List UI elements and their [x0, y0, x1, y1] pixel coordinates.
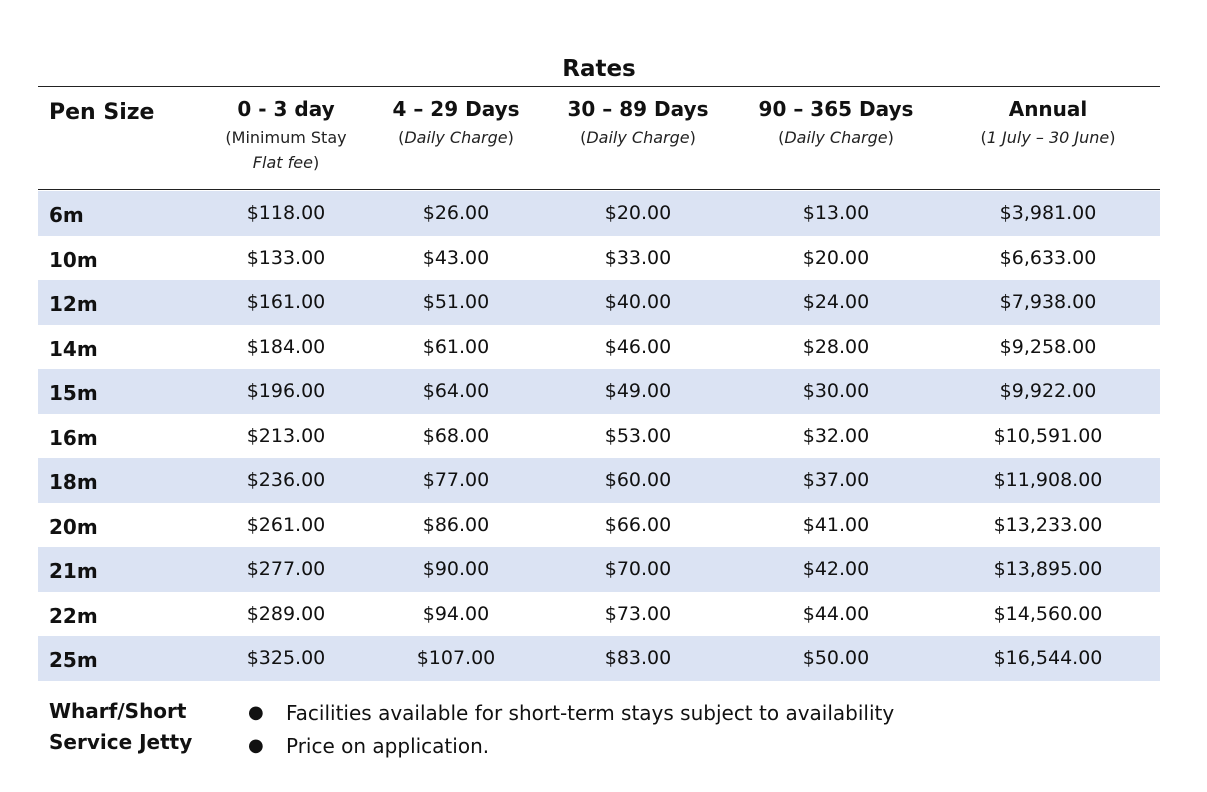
table-row [38, 414, 1160, 459]
pen-size-cell: 15m [49, 381, 98, 405]
rate-cell: $40.00 [604, 291, 672, 313]
rate-cell: $9,922.00 [999, 380, 1097, 402]
rate-cell: $61.00 [422, 335, 490, 358]
rate-cell: $44.00 [802, 602, 870, 625]
column-header-annual [948, 93, 1148, 150]
rate-cell: $161.00 [246, 291, 326, 313]
column-header-title: 4 – 29 Days [392, 97, 520, 121]
pen-size-header: Pen Size [49, 100, 155, 125]
pen-size-cell: 12m [49, 292, 98, 316]
rate-cell: $41.00 [802, 513, 870, 536]
table-row [38, 592, 1160, 637]
rate-cell: $14,560.00 [993, 602, 1103, 625]
rate-cell: $30.00 [802, 380, 870, 402]
rate-cell: $107.00 [416, 647, 496, 669]
bullet-icon: ● [248, 735, 264, 756]
table-row [38, 280, 1160, 325]
wharf-label [49, 696, 192, 758]
column-header-title: Annual [1008, 97, 1088, 121]
wharf-label-line: Wharf/Short [49, 699, 187, 723]
rate-cell: $3,981.00 [999, 202, 1097, 224]
pen-size-cell: 22m [49, 603, 98, 628]
column-header-90-365-days [736, 93, 936, 150]
rate-cell: $50.00 [802, 647, 870, 669]
rate-cell: $24.00 [802, 291, 870, 313]
table-row [38, 325, 1160, 370]
rate-cell: $49.00 [604, 380, 672, 402]
rate-cell: $13.00 [802, 202, 870, 224]
rate-cell: $118.00 [246, 202, 326, 224]
pen-size-cell: 18m [49, 470, 98, 494]
rate-cell: $26.00 [422, 202, 490, 224]
column-header-title: 0 - 3 day [237, 97, 335, 121]
column-header-0-3-day [208, 93, 364, 175]
rate-cell: $51.00 [422, 291, 490, 313]
column-header-subtitle: (Daily Charge) [778, 128, 894, 147]
rate-cell: $16,544.00 [993, 647, 1103, 669]
column-header-4-29-days [378, 93, 534, 150]
rate-cell: $53.00 [604, 424, 672, 447]
rate-cell: $184.00 [246, 335, 326, 358]
rate-cell: $94.00 [422, 602, 490, 625]
wharf-label-line: Service Jetty [49, 730, 193, 754]
bullet-icon: ● [248, 702, 264, 723]
pen-size-cell: 21m [49, 559, 98, 583]
rate-cell: $133.00 [246, 246, 326, 269]
table-row [38, 369, 1160, 414]
rate-cell: $7,938.00 [999, 291, 1097, 313]
rate-cell: $32.00 [802, 424, 870, 447]
pen-size-cell: 14m [49, 336, 98, 361]
rate-cell: $70.00 [604, 558, 672, 580]
rates-table-body [38, 191, 1160, 681]
rate-cell: $6,633.00 [999, 246, 1097, 269]
table-row [38, 547, 1160, 592]
column-header-subtitle: (1 July – 30 June) [980, 128, 1116, 147]
column-header-title: 90 – 365 Days [758, 97, 914, 121]
rate-cell: $66.00 [604, 513, 672, 536]
rate-cell: $11,908.00 [993, 469, 1103, 491]
column-header-30-89-days [550, 93, 726, 150]
table-header [38, 93, 1160, 190]
rate-cell: $73.00 [604, 602, 672, 625]
rate-cell: $46.00 [604, 335, 672, 358]
rate-cell: $64.00 [422, 380, 490, 402]
rate-cell: $33.00 [604, 246, 672, 269]
note-text: Facilities available for short-term stays subject to availability [286, 701, 895, 725]
table-row [38, 636, 1160, 681]
rate-cell: $13,895.00 [993, 558, 1103, 580]
rate-cell: $289.00 [246, 602, 326, 625]
rate-cell: $60.00 [604, 469, 672, 491]
rate-cell: $20.00 [604, 202, 672, 224]
rate-cell: $236.00 [246, 469, 326, 491]
rate-cell: $13,233.00 [993, 513, 1103, 536]
rate-cell: $196.00 [246, 380, 326, 402]
rate-cell: $43.00 [422, 246, 490, 269]
rate-cell: $213.00 [246, 424, 326, 447]
rate-cell: $9,258.00 [999, 335, 1097, 358]
pen-size-cell: 16m [49, 425, 98, 450]
note-text: Price on application. [286, 734, 490, 758]
table-row [38, 458, 1160, 503]
rate-cell: $90.00 [422, 558, 490, 580]
pen-size-cell: 25m [49, 648, 98, 672]
pen-size-cell: 6m [49, 203, 84, 227]
rate-cell: $42.00 [802, 558, 870, 580]
rate-cell: $10,591.00 [993, 424, 1103, 447]
pen-size-cell: 20m [49, 514, 98, 539]
rate-cell: $261.00 [246, 513, 326, 536]
column-header-subtitle: (Minimum Stay [225, 128, 347, 147]
column-header-subtitle: (Daily Charge) [580, 128, 696, 147]
table-row [38, 503, 1160, 548]
pen-size-cell: 10m [49, 247, 98, 272]
column-header-subtitle: Flat fee) [252, 153, 320, 172]
column-header-subtitle: (Daily Charge) [398, 128, 514, 147]
rate-cell: $325.00 [246, 647, 326, 669]
table-row [38, 191, 1160, 236]
rates-title: Rates [38, 52, 1160, 87]
rate-cell: $20.00 [802, 246, 870, 269]
table-row [38, 236, 1160, 281]
rate-cell: $83.00 [604, 647, 672, 669]
column-header-title: 30 – 89 Days [567, 97, 709, 121]
rate-cell: $77.00 [422, 469, 490, 491]
rate-cell: $28.00 [802, 335, 870, 358]
rate-cell: $86.00 [422, 513, 490, 536]
rate-cell: $37.00 [802, 469, 870, 491]
rate-cell: $68.00 [422, 424, 490, 447]
rate-cell: $277.00 [246, 558, 326, 580]
